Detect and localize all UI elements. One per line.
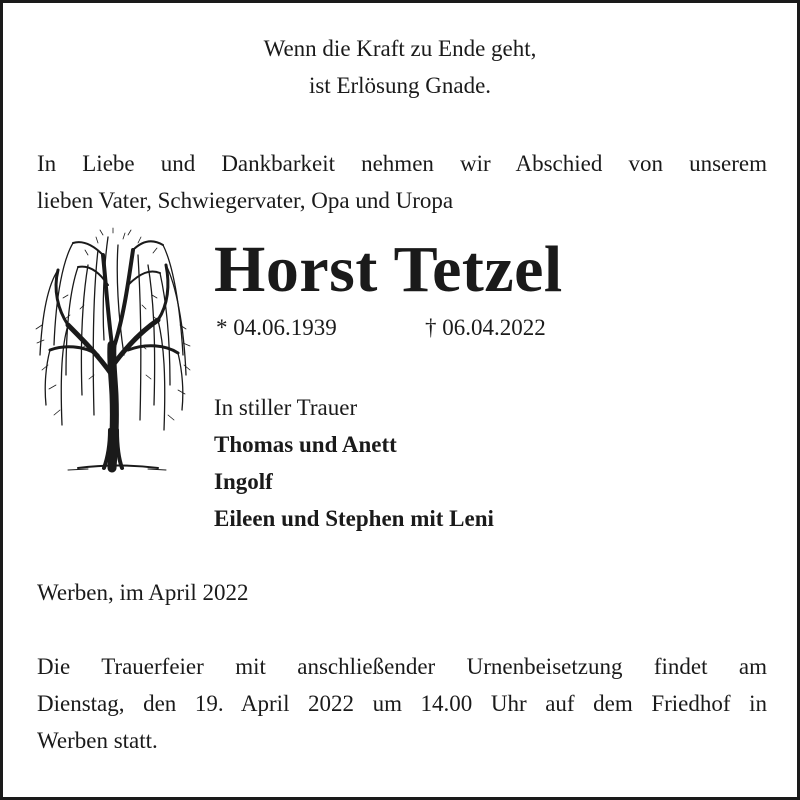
intro-line-2: lieben Vater, Schwiegervater, Opa und Uropa bbox=[37, 188, 454, 213]
funeral-notice bbox=[37, 648, 767, 759]
funeral-line-3: Werben statt. bbox=[37, 728, 158, 753]
verse-line-1: Wenn die Kraft zu Ende geht, bbox=[263, 36, 537, 61]
intro-line-1: In Liebe und Dankbarkeit nehmen wir Abschied von unserem bbox=[37, 151, 767, 176]
verse-line-2: ist Erlösung Gnade. bbox=[308, 73, 492, 98]
place-date: Werben, im April 2022 bbox=[37, 580, 249, 605]
mourner-name: Eileen und Stephen mit Leni bbox=[214, 506, 494, 531]
mourning-heading: In stiller Trauer bbox=[214, 395, 358, 420]
verse bbox=[0, 30, 800, 104]
tree-icon bbox=[28, 225, 196, 475]
deceased-name: Horst Tetzel bbox=[214, 233, 563, 306]
intro-text bbox=[37, 145, 767, 219]
birth-date: * 04.06.1939 bbox=[216, 315, 337, 340]
funeral-line-1: Die Trauerfeier mit anschließender Urnenbeisetzung findet am bbox=[37, 654, 767, 679]
mourner-name: Ingolf bbox=[214, 469, 273, 494]
mourner-name: Thomas und Anett bbox=[214, 432, 397, 457]
funeral-line-2: Dienstag, den 19. April 2022 um 14.00 Uhr auf dem Friedhof in bbox=[37, 691, 767, 716]
mourners-block bbox=[214, 389, 494, 537]
death-date: † 06.04.2022 bbox=[425, 315, 546, 340]
